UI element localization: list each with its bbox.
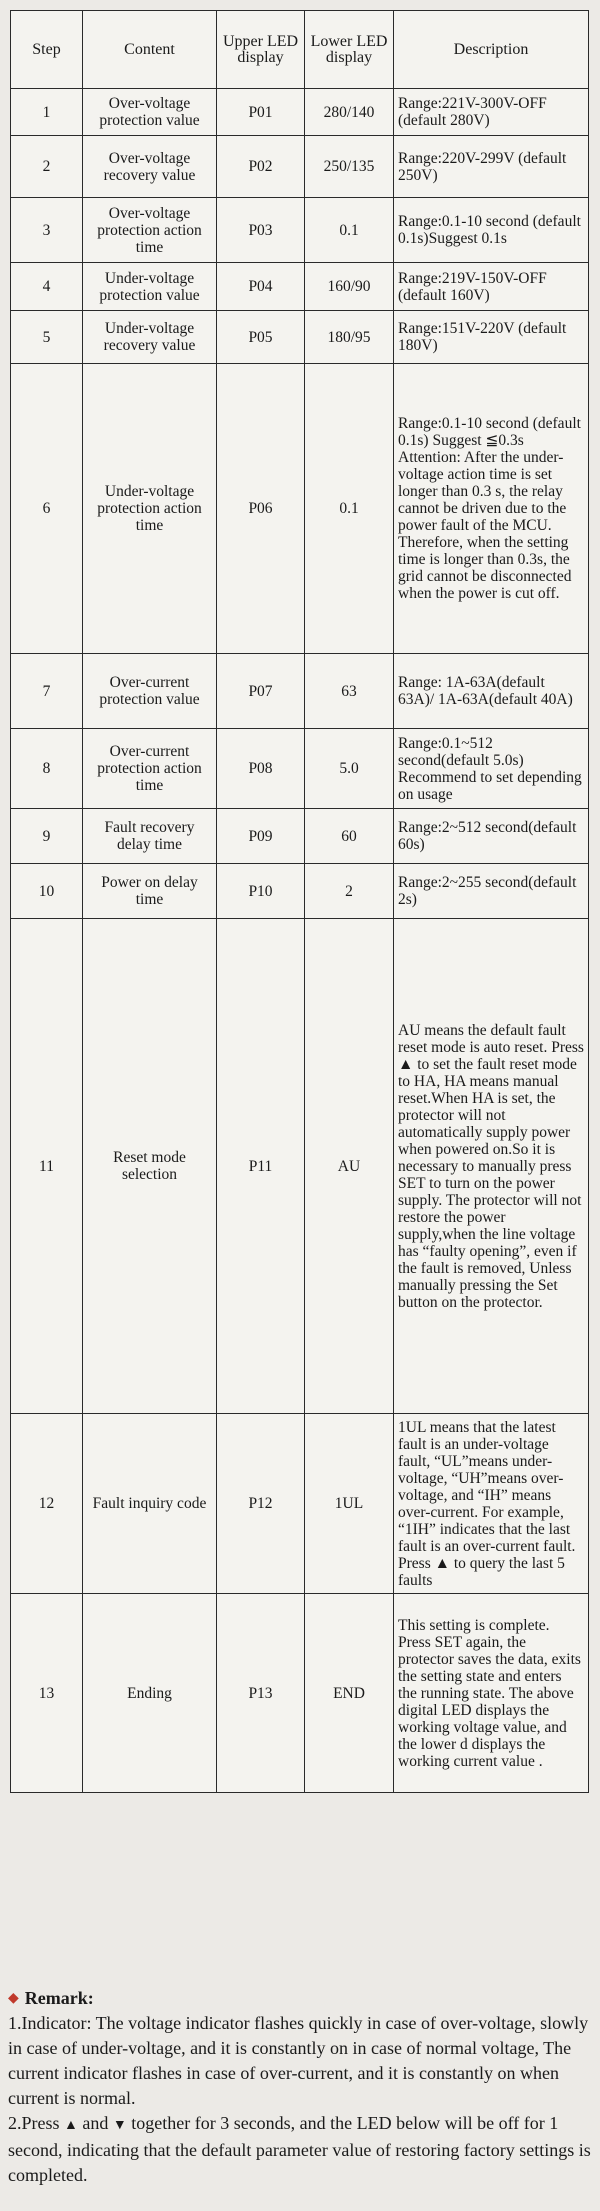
step-cell: 5: [11, 311, 83, 364]
step-cell: 8: [11, 729, 83, 809]
content-cell: Under-voltage protection value: [83, 263, 217, 311]
description-cell: Range:220V-299V (default 250V): [394, 136, 589, 198]
upper-led-cell: P04: [217, 263, 305, 311]
lower-led-cell: AU: [305, 919, 394, 1414]
table-row: [11, 654, 589, 729]
upper-led-cell: P11: [217, 919, 305, 1414]
content-cell: Fault inquiry code: [83, 1414, 217, 1594]
step-cell: 3: [11, 198, 83, 263]
upper-led-cell: P13: [217, 1594, 305, 1793]
description-cell: Range: 1A-63A(default 63A)/ 1A-63A(default 40A): [394, 654, 589, 729]
table-row: [11, 364, 589, 654]
header-step: Step: [11, 11, 83, 89]
table-row: [11, 1594, 589, 1793]
table-row: [11, 89, 589, 136]
content-cell: Over-current protection action time: [83, 729, 217, 809]
lower-led-cell: 250/135: [305, 136, 394, 198]
content-cell: Fault recovery delay time: [83, 809, 217, 864]
remark-line-2-end: together for 3 seconds, and the LED below will be off for 1 second, indicating that the default parameter value of restoring factory settings is completed.: [8, 2113, 591, 2185]
header-content: Content: [83, 11, 217, 89]
remark-line-2-and: and: [82, 2113, 109, 2133]
description-cell: Range:0.1~512 second(default 5.0s) Recommend to set depending on usage: [394, 729, 589, 809]
upper-led-cell: P01: [217, 89, 305, 136]
upper-led-cell: P02: [217, 136, 305, 198]
step-cell: 4: [11, 263, 83, 311]
table-header-row: [11, 11, 589, 89]
lower-led-cell: 1UL: [305, 1414, 394, 1594]
upper-led-cell: P08: [217, 729, 305, 809]
table-row: [11, 864, 589, 919]
step-cell: 9: [11, 809, 83, 864]
description-cell: Range:2~512 second(default 60s): [394, 809, 589, 864]
content-cell: Power on delay time: [83, 864, 217, 919]
remark-heading: [8, 1986, 593, 2011]
step-cell: 7: [11, 654, 83, 729]
description-cell: 1UL means that the latest fault is an under-voltage fault, “UL”means under-voltage, “UH”means over-voltage, and “IH” means over-current. For example, “1IH” indicates that the last fault is an over-current fault. Press ▲ to query the last 5 faults: [394, 1414, 589, 1594]
lower-led-cell: 160/90: [305, 263, 394, 311]
step-cell: 12: [11, 1414, 83, 1594]
description-cell: Range:0.1-10 second (default 0.1s) Suggest ≦0.3s Attention: After the under-voltage action time is set longer than 0.3 s, the relay cannot be driven due to the power fault of the MCU. Therefore, when the setting time is longer than 0.3s, the grid cannot be disconnected when the power is cut off.: [394, 364, 589, 654]
upper-led-cell: P06: [217, 364, 305, 654]
lower-led-cell: 0.1: [305, 364, 394, 654]
table-row: [11, 809, 589, 864]
lower-led-cell: 63: [305, 654, 394, 729]
step-cell: 1: [11, 89, 83, 136]
content-cell: Under-voltage protection action time: [83, 364, 217, 654]
content-cell: Reset mode selection: [83, 919, 217, 1414]
lower-led-cell: 180/95: [305, 311, 394, 364]
lower-led-cell: 0.1: [305, 198, 394, 263]
step-cell: 13: [11, 1594, 83, 1793]
description-cell: Range:221V-300V-OFF (default 280V): [394, 89, 589, 136]
header-description: Description: [394, 11, 589, 89]
lower-led-cell: 5.0: [305, 729, 394, 809]
upper-led-cell: P09: [217, 809, 305, 864]
table-row: [11, 919, 589, 1414]
table-row: [11, 198, 589, 263]
step-cell: 2: [11, 136, 83, 198]
table-row: [11, 311, 589, 364]
content-cell: Under-voltage recovery value: [83, 311, 217, 364]
step-cell: 10: [11, 864, 83, 919]
header-lower-led: Lower LED display: [305, 11, 394, 89]
table-row: [11, 136, 589, 198]
header-upper-led: Upper LED display: [217, 11, 305, 89]
down-triangle-icon: ▼: [112, 2118, 127, 2133]
table-row: [11, 729, 589, 809]
table-row: [11, 1414, 589, 1594]
description-cell: Range:2~255 second(default 2s): [394, 864, 589, 919]
upper-led-cell: P07: [217, 654, 305, 729]
step-cell: 11: [11, 919, 83, 1414]
lower-led-cell: 2: [305, 864, 394, 919]
up-triangle-icon: ▲: [64, 2118, 78, 2133]
content-cell: Over-voltage protection value: [83, 89, 217, 136]
remark-line-1: 1.Indicator: The voltage indicator flashes quickly in case of over-voltage, slowly in case of under-voltage, and it is constantly on in case of normal voltage, The current indicator flashes in case of over-current, and it is constantly on when current is normal.: [8, 2013, 589, 2108]
content-cell: Over-current protection value: [83, 654, 217, 729]
diamond-bullet-icon: ◆: [8, 1991, 19, 2006]
lower-led-cell: END: [305, 1594, 394, 1793]
table-row: [11, 263, 589, 311]
remark-section: [8, 1986, 593, 2188]
description-cell: This setting is complete. Press SET again, the protector saves the data, exits the setting state and enters the running state. The above digital LED displays the working voltage value, and the lower d displays the working current value .: [394, 1594, 589, 1793]
description-cell: AU means the default fault reset mode is auto reset. Press ▲ to set the fault reset mode to HA, HA means manual reset.When HA is set, the protector will not automatically supply power when powered on.So it is necessary to manually press SET to turn on the power supply. The protector will not restore the power supply,when the line voltage has “faulty opening”, even if the fault is removed, Unless manually pressing the Set button on the protector.: [394, 919, 589, 1414]
description-cell: Range:151V-220V (default 180V): [394, 311, 589, 364]
upper-led-cell: P03: [217, 198, 305, 263]
remark-line-2: [8, 2111, 593, 2188]
description-cell: Range:0.1-10 second (default 0.1s)Suggest 0.1s: [394, 198, 589, 263]
lower-led-cell: 60: [305, 809, 394, 864]
content-cell: Over-voltage recovery value: [83, 136, 217, 198]
remark-line-2-start: 2.Press: [8, 2113, 60, 2133]
content-cell: Ending: [83, 1594, 217, 1793]
upper-led-cell: P05: [217, 311, 305, 364]
parameter-table: [10, 10, 589, 1793]
description-cell: Range:219V-150V-OFF (default 160V): [394, 263, 589, 311]
remark-title-text: Remark:: [24, 1988, 94, 2008]
step-cell: 6: [11, 364, 83, 654]
upper-led-cell: P12: [217, 1414, 305, 1594]
content-cell: Over-voltage protection action time: [83, 198, 217, 263]
lower-led-cell: 280/140: [305, 89, 394, 136]
upper-led-cell: P10: [217, 864, 305, 919]
